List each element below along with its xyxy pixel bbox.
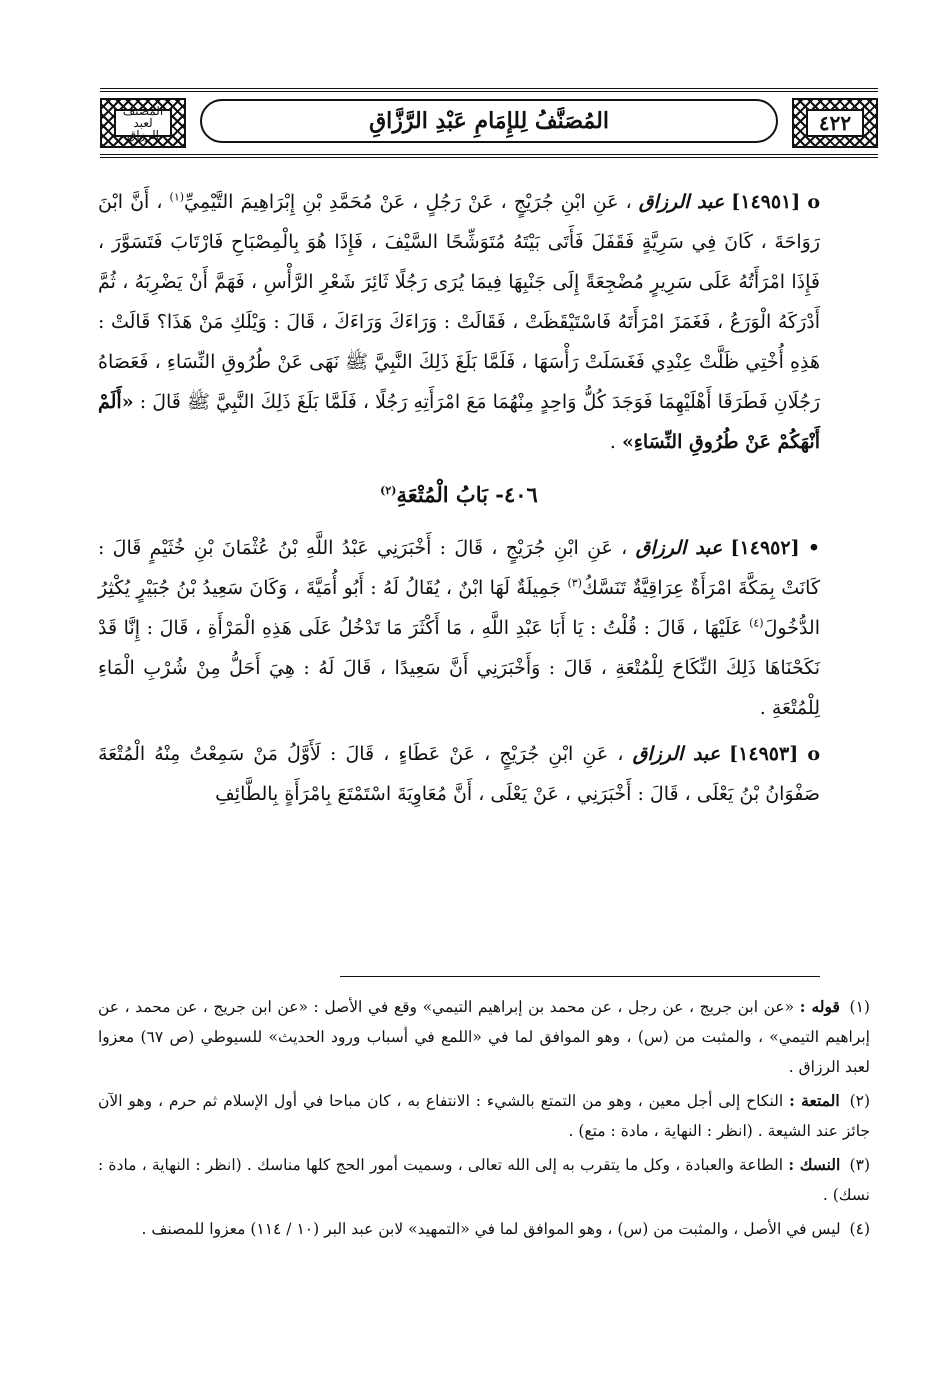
footnote-4	[98, 1214, 870, 1244]
page-header	[100, 88, 878, 158]
hadith-marker: o	[807, 743, 820, 765]
chapter-heading	[98, 472, 820, 518]
footnote-text: الطاعة والعبادة ، وكل ما يتقرب به إلى الله تعالى ، وسميت أمور الحج كلها مناسك . (انظر : النهاية ، مادة : نسك) .	[98, 1156, 870, 1204]
hadith-text: جَمِيلَةٌ لَهَا ابْنٌ ، يُقَالُ لَهُ : أَبُو أُمَيَّةَ ، وَكَانَ سَعِيدُ بْنُ جُبَيْرٍ يُكْثِرُ الدُّخُولَ	[98, 577, 820, 639]
hadith-author: عبد الرزاق	[635, 537, 723, 559]
chapter-number: ٤٠٦-	[495, 482, 538, 507]
footnote-1	[98, 992, 870, 1082]
hadith-text: ، عَنِ ابْنِ جُرَيْجٍ ، قَالَ : أَخْبَرَنِي عَبْدُ اللَّهِ بْنُ عُثْمَانَ بْنِ خُثَيْمٍ قَالَ : كَانَتْ بِمَكَّةَ امْرَأَةٌ عِرَاقِيَّةٌ تَنَسَّكُ	[98, 537, 821, 599]
footnote-number: (٤)	[849, 1220, 870, 1238]
footnote-2	[98, 1086, 870, 1146]
main-text	[98, 182, 820, 814]
hadith-text: عَلَيْهَا ، قَالَ : قُلْتُ : يَا أَبَا عَبْدِ اللَّهِ ، مَا أَكْثَرَ مَا تَدْخُلُ عَلَى هَذِهِ الْمَرْأَةِ ، قَالَ : إِنَّا قَدْ نَكَحْنَاهَا ذَلِكَ النِّكَاحَ لِلْمُتْعَةِ ، قَالَ : وَأَخْبَرَنِي أَنَّ سَعِيدًا ، قَالَ لَهُ : هِيَ أَحَلُّ مِنْ شُرْبِ الْمَاءِ لِلْمُتْعَةِ .	[98, 617, 821, 719]
footnote-text: «عن ابن جريج ، عن رجل ، عن محمد بن إبراهيم التيمي» وقع في الأصل : «عن ابن جريج ، عن محمد ، عن إبراهيم التيمي» ، والمثبت من (س) ، وهو الموافق لما في «اللمع في أسباب ورود الحديث» للسيوطي (ص ٦٧) معزوا لعبد الرزاق .	[98, 998, 870, 1076]
footnote-ref: (٢)	[380, 484, 397, 497]
footnote-ref: (٣)	[567, 576, 582, 590]
hadith-number: [١٤٩٥١]	[731, 191, 801, 213]
footnotes	[98, 992, 870, 1248]
chapter-title: بَابُ الْمُتْعَةِ	[396, 482, 488, 507]
title-cartouche	[200, 99, 778, 143]
hadith-end: .	[609, 431, 616, 453]
footnote-number: (٢)	[849, 1092, 871, 1110]
hadith-text: ، عَنِ ابْنِ جُرَيْجٍ ، عَنْ رَجُلٍ ، عَنْ مُحَمَّدِ بْنِ إِبْرَاهِيمَ التَّيْمِيِّ	[184, 191, 632, 213]
prophet-quote: «أَلَمْ أَنْهَكُمْ عَنْ طُرُوقِ النِّسَاءِ»	[98, 391, 820, 453]
page-number-ornament	[792, 98, 878, 148]
hadith-number: [١٤٩٥٢]	[730, 537, 800, 559]
hadith-marker: o	[807, 191, 820, 213]
footnote-ref: (١)	[169, 190, 185, 204]
hadith-14951	[98, 182, 820, 462]
footnote-label: قوله :	[799, 997, 840, 1016]
footnote-text: ليس في الأصل ، والمثبت من (س) ، وهو الموافق لما في «التمهيد» لابن عبد البر (١٠ / ١١٤) معزوا للمصنف .	[141, 1220, 841, 1238]
footnote-3	[98, 1150, 870, 1210]
footnote-number: (٣)	[849, 1156, 870, 1174]
footnote-ref: (٤)	[749, 616, 764, 630]
footnote-label: النسك :	[788, 1155, 841, 1174]
hadith-author: عبد الرزاق	[638, 191, 725, 213]
emblem-ornament	[100, 98, 186, 148]
footnote-separator	[340, 976, 820, 977]
emblem-text: المصنف لعبد الرزاق	[114, 109, 172, 137]
page-number: ٤٢٢	[806, 109, 864, 137]
hadith-text: ، أَنَّ ابْنَ رَوَاحَةَ ، كَانَ فِي سَرِيَّةٍ فَقَفَلَ فَأَتَى بَيْتَهُ مُتَوَشِّحًا السَّيْفَ ، فَإِذَا هُوَ بِالْمِصْبَاحِ فَارْتَابَ فَتَسَوَّرَ ، فَإِذَا امْرَأَتُهُ عَلَى سَرِيرٍ مُضْجِعَةً إِلَى جَنْبِهَا فِيمَا يُرَى رَجُلًا ثَائِرَ شَعْرِ الرَّأْسِ ، فَهَمَّ أَنْ يَضْرِبَهُ ، ثُمَّ أَدْرَكَهُ الْوَرَعُ ، فَغَمَزَ امْرَأَتَهُ فَاسْتَيْقَظَتْ ، فَقَالَتْ : وَرَاءَكَ وَرَاءَكَ ، قَالَ : وَيْلَكِ مَنْ هَذَا؟ قَالَتْ : هَذِهِ أُخْتِي ظَلَّتْ عِنْدِي فَغَسَلَتْ رَأْسَهَا ، فَلَمَّا بَلَغَ ذَلِكَ النَّبِيَّ ﷺ نَهَى عَنْ طُرُوقِ النِّسَاءِ ، فَعَصَاهُ رَجُلَانِ فَطَرَقَا أَهْلَيْهِمَا فَوَجَدَ كُلُّ وَاحِدٍ مِنْهُمَا مَعَ امْرَأَتِهِ رَجُلًا ، فَلَمَّا بَلَغَ ذَلِكَ النَّبِيَّ ﷺ قَالَ :	[98, 191, 821, 413]
hadith-number: [١٤٩٥٣]	[729, 743, 799, 765]
book-title: المُصَنَّفُ لِلإِمَامِ عَبْدِ الرَّزَّاقِ	[369, 108, 609, 134]
footnote-number: (١)	[849, 998, 870, 1016]
hadith-14953	[98, 734, 820, 814]
hadith-text: ، عَنِ ابْنِ جُرَيْجٍ ، عَنْ عَطَاءٍ ، قَالَ : لَأَوَّلُ مَنْ سَمِعْتُ مِنْهُ الْمُتْعَةَ صَفْوَانُ بْنُ يَعْلَى ، قَالَ : أَخْبَرَنِي ، عَنْ يَعْلَى ، أَنَّ مُعَاوِيَةَ اسْتَمْتَعَ بِامْرَأَةٍ بِالطَّائِفِ	[98, 743, 820, 805]
footnote-text: النكاح إلى أجل معين ، وهو من التمتع بالشيء : الانتفاع به ، كان مباحا في أول الإسلام ثم حرم ، وهو الآن جائز عند الشيعة . (انظر : النهاية ، مادة : متع) .	[98, 1092, 870, 1140]
footnote-label: المتعة :	[789, 1091, 840, 1110]
hadith-marker: •	[807, 537, 820, 559]
hadith-14952	[98, 528, 820, 728]
hadith-author: عبد الرزاق	[632, 743, 721, 765]
